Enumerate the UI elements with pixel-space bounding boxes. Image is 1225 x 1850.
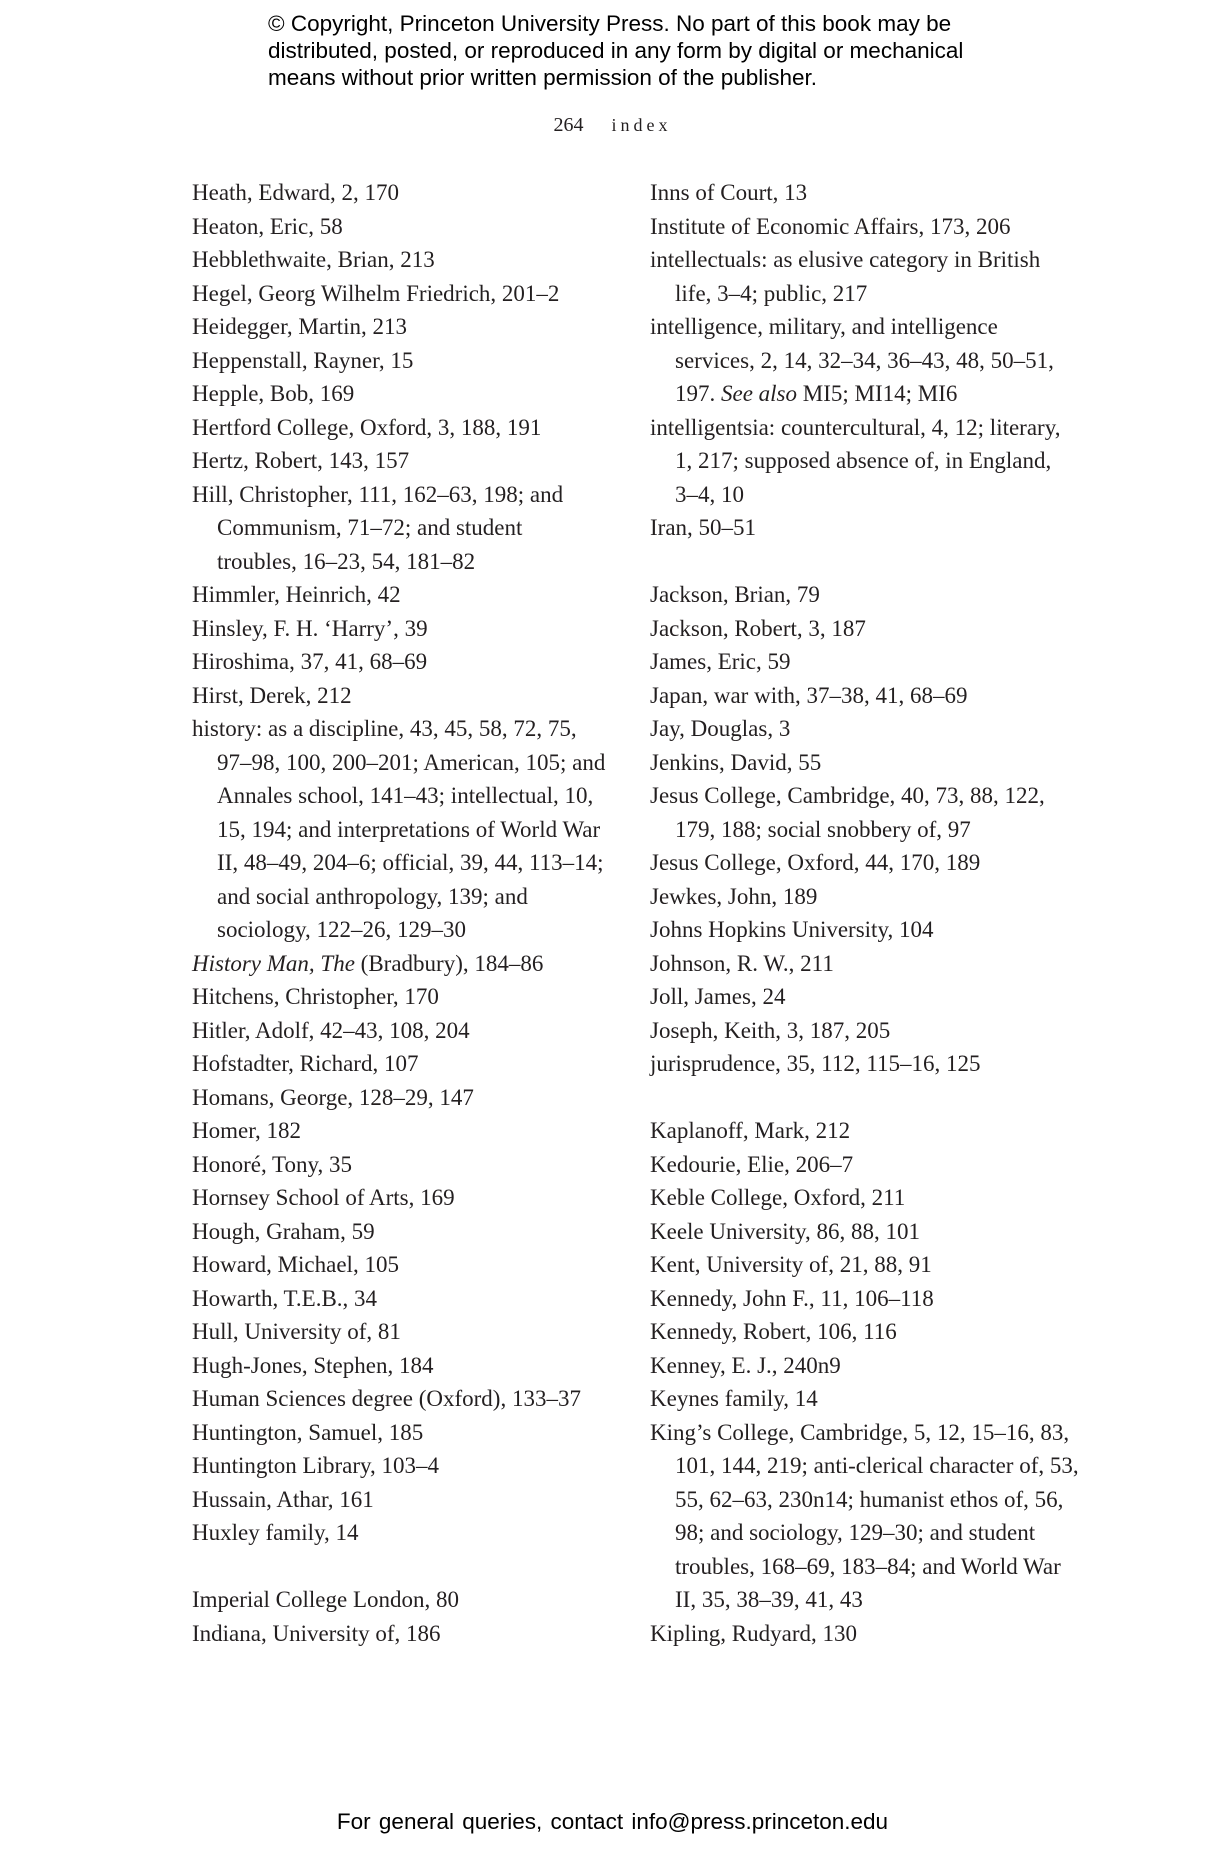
index-entry-continuation: Annales school, 141–43; intellectual, 10, xyxy=(217,783,594,808)
index-entry-line: Johns Hopkins University, 104 xyxy=(650,917,934,942)
index-entry xyxy=(650,980,1070,1014)
index-entry-continuation: II, 48–49, 204–6; official, 39, 44, 113–14; xyxy=(217,850,604,875)
index-entry xyxy=(192,478,612,579)
index-entry xyxy=(192,1315,612,1349)
index-entry-continuation: 101, 144, 219; anti-clerical character of, 53, xyxy=(675,1453,1079,1478)
index-entry-continuation: troubles, 168–69, 183–84; and World War xyxy=(675,1553,1061,1579)
index-entry-line: Huntington, Samuel, 185 xyxy=(192,1419,424,1445)
index-entry xyxy=(650,880,1070,914)
index-entry xyxy=(192,712,612,947)
index-entry-line: intelligentsia: countercultural, 4, 12; literary, xyxy=(650,414,1061,440)
index-entry xyxy=(192,1248,612,1282)
index-entry xyxy=(650,243,1070,310)
index-entry xyxy=(192,1583,612,1617)
index-entry-continuation: sociology, 122–26, 129–30 xyxy=(217,917,466,942)
running-head xyxy=(0,111,1225,139)
index-entry-line: Hepple, Bob, 169 xyxy=(192,381,355,406)
index-entry-continuation: 1, 217; supposed absence of, in England, xyxy=(675,448,1052,473)
index-entry xyxy=(192,1047,612,1081)
index-entry-line: Howard, Michael, 105 xyxy=(192,1252,399,1277)
index-entry-line: Jackson, Robert, 3, 187 xyxy=(650,615,866,641)
index-entry-line: Hinsley, F. H. ‘Harry’, 39 xyxy=(192,615,428,641)
index-entry-line: Hull, University of, 81 xyxy=(192,1319,401,1344)
index-entry-continuation: troubles, 16–23, 54, 181–82 xyxy=(217,548,476,574)
index-entry xyxy=(192,1416,612,1450)
index-entry-line: Hussain, Athar, 161 xyxy=(192,1486,374,1512)
index-entry-line: Keynes family, 14 xyxy=(650,1386,818,1411)
index-entry-line: Hertz, Robert, 143, 157 xyxy=(192,448,410,473)
index-entry xyxy=(650,947,1070,981)
index-entry xyxy=(650,1014,1070,1048)
index-entry-line: Jenkins, David, 55 xyxy=(650,749,822,775)
index-entry-line: Hornsey School of Arts, 169 xyxy=(192,1185,455,1210)
index-entry xyxy=(192,310,612,344)
index-entry-continuation: and social anthropology, 139; and xyxy=(217,883,528,909)
index-entry-line: Kipling, Rudyard, 130 xyxy=(650,1620,857,1646)
index-entry xyxy=(650,310,1070,411)
index-entry-line: Hitler, Adolf, 42–43, 108, 204 xyxy=(192,1017,470,1043)
index-entry-line: Jesus College, Oxford, 44, 170, 189 xyxy=(650,850,981,875)
index-entry xyxy=(192,1382,612,1416)
index-entry xyxy=(192,1114,612,1148)
index-entry xyxy=(192,210,612,244)
index-entry-line: Iran, 50–51 xyxy=(650,515,757,540)
index-column-right xyxy=(650,176,1079,1650)
index-entry-line: Kenney, E. J., 240n9 xyxy=(650,1352,841,1378)
index-entry-line: Human Sciences degree (Oxford), 133–37 xyxy=(192,1386,581,1411)
index-entry xyxy=(650,913,1070,947)
index-entry-line: Indiana, University of, 186 xyxy=(192,1620,441,1646)
index-entry xyxy=(192,444,612,478)
index-entry-line: Heppenstall, Rayner, 15 xyxy=(192,347,414,373)
index-entry-line: Johnson, R. W., 211 xyxy=(650,950,834,976)
index-entry xyxy=(192,679,612,713)
letter-gap xyxy=(192,1550,612,1584)
entry-group-i xyxy=(650,176,1070,545)
index-entry xyxy=(192,411,612,445)
index-entry-line: Himmler, Heinrich, 42 xyxy=(192,582,401,607)
index-entry xyxy=(650,1148,1070,1182)
index-entry xyxy=(192,344,612,378)
copyright-line: means without prior written permission of the publisher. xyxy=(268,65,818,90)
index-column-left xyxy=(192,176,612,1650)
index-entry xyxy=(192,1014,612,1048)
index-entry-line: Kennedy, John F., 11, 106–118 xyxy=(650,1285,934,1311)
index-entry-line: Hirst, Derek, 212 xyxy=(192,682,352,708)
index-entry-line: Huntington Library, 103–4 xyxy=(192,1453,440,1478)
index-entry-line: Imperial College London, 80 xyxy=(192,1587,459,1612)
entry-group-k xyxy=(650,1114,1079,1650)
index-entry-line: Heaton, Eric, 58 xyxy=(192,213,343,239)
index-entry-line: Hertford College, Oxford, 3, 188, 191 xyxy=(192,414,542,440)
index-entry-line: Hill, Christopher, 111, 162–63, 198; and xyxy=(192,481,564,507)
index-entry xyxy=(192,277,612,311)
index-entry xyxy=(192,1516,612,1550)
entry-group-j xyxy=(650,578,1070,1081)
index-entry xyxy=(650,1349,1070,1383)
index-entry xyxy=(192,1282,612,1316)
page-title: index xyxy=(611,115,672,135)
index-entry xyxy=(650,1181,1070,1215)
index-entry-continuation: Communism, 71–72; and student xyxy=(217,515,523,540)
index-entry-line: Howarth, T.E.B., 34 xyxy=(192,1285,378,1311)
index-entry-line: Keele University, 86, 88, 101 xyxy=(650,1218,920,1244)
index-entry xyxy=(192,243,612,277)
index-entry-line: Jay, Douglas, 3 xyxy=(650,716,791,741)
index-entry xyxy=(192,1617,612,1651)
index-entry xyxy=(650,1047,1070,1081)
index-entry-line: Hitchens, Christopher, 170 xyxy=(192,984,439,1009)
index-entry xyxy=(650,679,1070,713)
index-entry-line: Homer, 182 xyxy=(192,1118,301,1143)
index-entry xyxy=(192,1349,612,1383)
index-entry-continuation: services, 2, 14, 32–34, 36–43, 48, 50–51, xyxy=(675,347,1054,373)
letter-gap xyxy=(650,1081,1070,1115)
index-entry xyxy=(650,779,1070,846)
index-entry-line: Kedourie, Elie, 206–7 xyxy=(650,1151,854,1177)
index-entry-line: James, Eric, 59 xyxy=(650,649,791,674)
index-entry-line: Huxley family, 14 xyxy=(192,1520,359,1545)
footer-contact: For general queries, contact info@press.princeton.edu xyxy=(336,1809,889,1834)
entry-group-i xyxy=(192,1583,612,1650)
index-entry xyxy=(192,1215,612,1249)
index-entry-line: history: as a discipline, 43, 45, 58, 72, 75, xyxy=(192,716,577,741)
index-entry-line: Heath, Edward, 2, 170 xyxy=(192,180,399,205)
index-entry xyxy=(192,377,612,411)
index-entry xyxy=(650,176,1070,210)
index-entry xyxy=(192,645,612,679)
index-entry-line: Jewkes, John, 189 xyxy=(650,883,818,909)
index-entry-line: Hugh-Jones, Stephen, 184 xyxy=(192,1352,434,1378)
index-entry xyxy=(650,612,1070,646)
index-entry xyxy=(650,210,1070,244)
index-entry-line: Japan, war with, 37–38, 41, 68–69 xyxy=(650,682,968,708)
index-entry xyxy=(192,980,612,1014)
index-entry-line: Kent, University of, 21, 88, 91 xyxy=(650,1252,932,1277)
index-entry-line: intelligence, military, and intelligence xyxy=(650,314,998,339)
index-entry-line: jurisprudence, 35, 112, 115–16, 125 xyxy=(650,1051,981,1076)
index-entry xyxy=(650,511,1070,545)
index-entry-continuation: 15, 194; and interpretations of World War xyxy=(217,816,601,842)
index-entry xyxy=(650,645,1070,679)
index-entry xyxy=(650,1114,1070,1148)
index-entry xyxy=(650,411,1070,512)
index-entry-line: Honoré, Tony, 35 xyxy=(192,1151,353,1177)
index-entry xyxy=(192,1449,612,1483)
index-entry-line: Hough, Graham, 59 xyxy=(192,1218,375,1244)
index-entry-line: Joll, James, 24 xyxy=(650,984,786,1009)
index-entry xyxy=(192,1081,612,1115)
index-entry xyxy=(192,1181,612,1215)
entry-group-h xyxy=(192,176,612,1550)
index-entry-continuation: 179, 188; social snobbery of, 97 xyxy=(675,816,971,842)
index-entry-line: Hegel, Georg Wilhelm Friedrich, 201–2 xyxy=(192,280,560,306)
index-entry xyxy=(192,612,612,646)
index-entry xyxy=(650,712,1070,746)
index-entry-line: Hiroshima, 37, 41, 68–69 xyxy=(192,649,428,674)
index-entry-line: Jackson, Brian, 79 xyxy=(650,582,820,607)
index-entry xyxy=(650,1215,1070,1249)
page-number: 264 xyxy=(553,114,584,136)
index-entry-line: Kennedy, Robert, 106, 116 xyxy=(650,1319,897,1344)
copyright-line: © Copyright, Princeton University Press. No part of this book may be xyxy=(268,11,952,36)
index-entry xyxy=(192,1148,612,1182)
index-entry xyxy=(650,1315,1070,1349)
index-entry-line: Institute of Economic Affairs, 173, 206 xyxy=(650,213,1011,239)
index-entry-line: Hofstadter, Richard, 107 xyxy=(192,1051,419,1076)
index-entry-continuation: life, 3–4; public, 217 xyxy=(675,280,868,306)
index-entry-line: Joseph, Keith, 3, 187, 205 xyxy=(650,1017,891,1043)
index-entry xyxy=(650,1248,1070,1282)
index-entry xyxy=(650,1416,1079,1617)
index-entry xyxy=(650,846,1070,880)
index-entry xyxy=(650,1382,1070,1416)
index-entry-line: Kaplanoff, Mark, 212 xyxy=(650,1118,851,1143)
index-entry xyxy=(650,1282,1070,1316)
copyright-notice xyxy=(268,10,1008,91)
index-entry-line: intellectuals: as elusive category in British xyxy=(650,247,1041,272)
index-entry-line: Hebblethwaite, Brian, 213 xyxy=(192,247,435,272)
index-entry xyxy=(650,746,1070,780)
copyright-line: distributed, posted, or reproduced in any form by digital or mechanical xyxy=(268,38,964,63)
index-entry-line: Heidegger, Martin, 213 xyxy=(192,314,407,339)
index-entry-line: King’s College, Cambridge, 5, 12, 15–16, 83, xyxy=(650,1419,1070,1445)
index-entry xyxy=(192,947,612,981)
index-entry xyxy=(192,578,612,612)
letter-gap xyxy=(650,545,1070,579)
index-entry xyxy=(650,578,1070,612)
index-entry-continuation: II, 35, 38–39, 41, 43 xyxy=(675,1587,863,1612)
index-entry-line: Inns of Court, 13 xyxy=(650,180,808,205)
index-entry-line: History Man, The (Bradbury), 184–86 xyxy=(192,950,544,976)
index-entry-line: Homans, George, 128–29, 147 xyxy=(192,1084,474,1110)
index-entry xyxy=(192,176,612,210)
index-entry-line: Jesus College, Cambridge, 40, 73, 88, 122, xyxy=(650,783,1045,808)
index-entry-line: Keble College, Oxford, 211 xyxy=(650,1185,906,1210)
index-entry-continuation: 55, 62–63, 230n14; humanist ethos of, 56, xyxy=(675,1486,1064,1512)
index-entry xyxy=(650,1617,1070,1651)
index-entry-continuation: 97–98, 100, 200–201; American, 105; and xyxy=(217,749,606,775)
index-entry-continuation: 3–4, 10 xyxy=(675,481,744,507)
index-entry-continuation: 98; and sociology, 129–30; and student xyxy=(675,1520,1036,1545)
index-entry xyxy=(192,1483,612,1517)
index-entry-continuation: 197. See also MI5; MI14; MI6 xyxy=(675,381,958,406)
